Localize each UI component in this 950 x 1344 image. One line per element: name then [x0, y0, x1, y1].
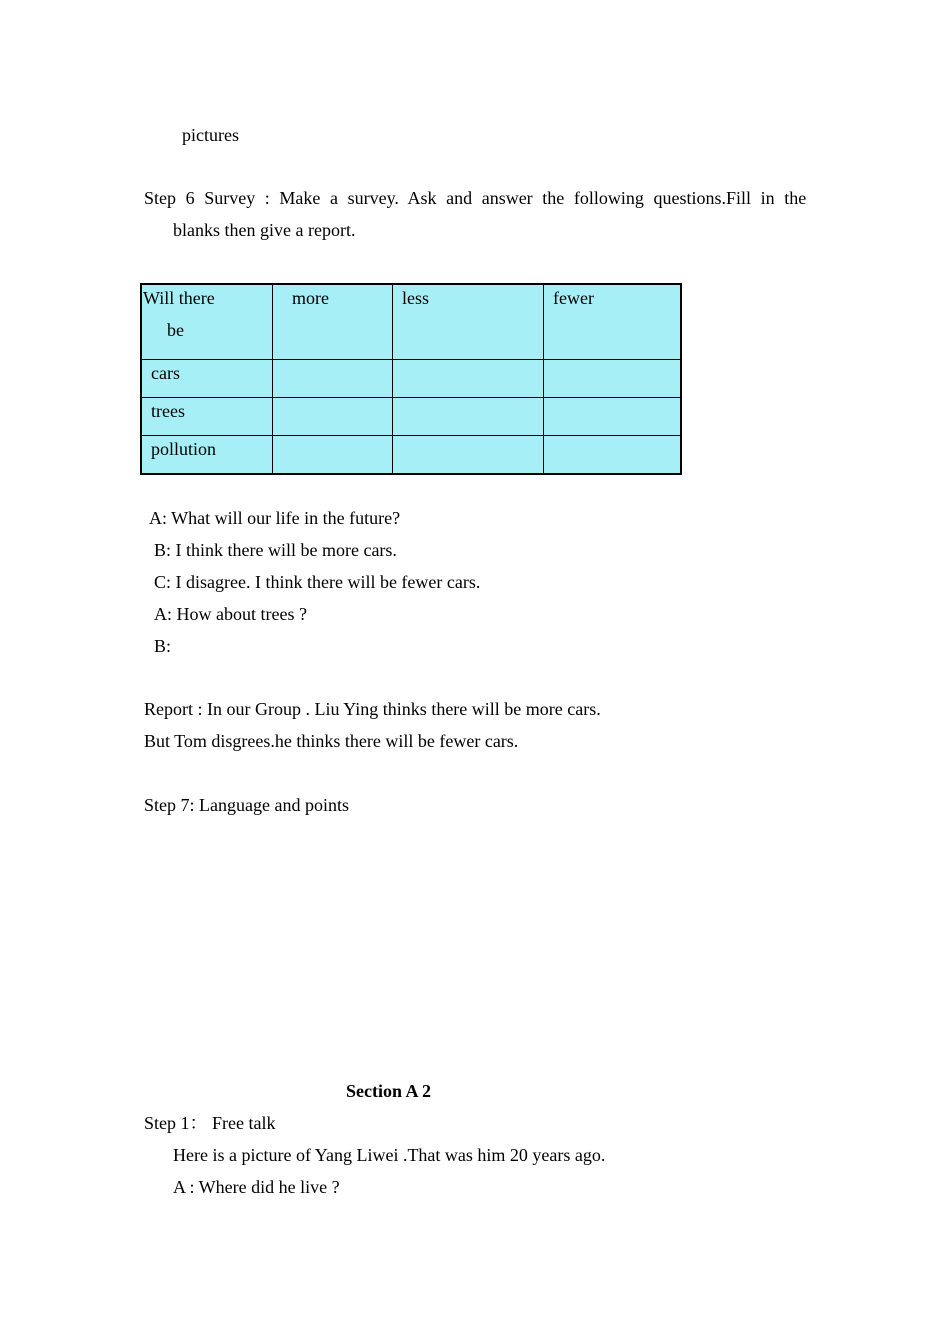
- row-label-trees: trees: [151, 401, 185, 421]
- row-label-cell: [141, 436, 273, 475]
- table-cell[interactable]: [273, 398, 393, 436]
- row-label-cell: [141, 360, 273, 398]
- header-cell-more: [273, 284, 393, 360]
- header-less: less: [402, 288, 429, 308]
- word: :: [264, 188, 270, 208]
- word: Step: [144, 188, 177, 208]
- word: survey.: [347, 188, 399, 208]
- word: a: [329, 188, 338, 208]
- step6-line2: blanks then give a report.: [173, 220, 356, 240]
- dialog-a2: A: How about trees ?: [154, 604, 307, 624]
- table-row: [141, 398, 681, 436]
- word: and: [446, 188, 473, 208]
- step6-line1: [144, 187, 806, 209]
- header-cell-less: [393, 284, 544, 360]
- row-label-cell: [141, 398, 273, 436]
- dialog-b2: B:: [154, 636, 172, 656]
- report-line1: Report : In our Group . Liu Ying thinks there will be more cars.: [144, 699, 601, 719]
- word: Make: [279, 188, 321, 208]
- header-more: more: [292, 288, 329, 308]
- table-cell[interactable]: [273, 360, 393, 398]
- report-line2: But Tom disgrees.he thinks there will be fewer cars.: [144, 731, 519, 751]
- step7-heading: Step 7: Language and points: [144, 795, 349, 815]
- word: Survey: [204, 188, 256, 208]
- table-cell[interactable]: [393, 436, 544, 475]
- table-cell[interactable]: [273, 436, 393, 475]
- word: 6: [185, 188, 195, 208]
- table-row: [141, 436, 681, 475]
- table-row: [141, 360, 681, 398]
- step1-heading: Step 1： Free talk: [144, 1113, 276, 1133]
- word: Ask: [407, 188, 437, 208]
- row-label-pollution: pollution: [151, 439, 217, 459]
- table-cell[interactable]: [544, 360, 682, 398]
- header-label-line1: Will there: [143, 288, 215, 308]
- pictures-text: pictures: [182, 125, 239, 145]
- word: the: [542, 188, 565, 208]
- word: following: [573, 188, 644, 208]
- header-label-line2: be: [167, 320, 184, 340]
- dialog-c1: C: I disagree. I think there will be fewer cars.: [154, 572, 481, 592]
- word: answer: [481, 188, 533, 208]
- section-title: Section A 2: [346, 1081, 432, 1101]
- table-header-row: [141, 284, 681, 360]
- header-cell-fewer: [544, 284, 682, 360]
- row-label-cars: cars: [151, 363, 180, 383]
- word: the: [784, 188, 807, 208]
- dialog-a1: A: What will our life in the future?: [149, 508, 401, 528]
- where-did-he-live-text: A : Where did he live ?: [173, 1177, 340, 1197]
- survey-table: [140, 283, 682, 475]
- header-cell-will-there-be: [141, 284, 273, 360]
- table-cell[interactable]: [393, 398, 544, 436]
- table-cell[interactable]: [393, 360, 544, 398]
- table-cell[interactable]: [544, 398, 682, 436]
- word: questions.Fill: [653, 188, 751, 208]
- word: in: [760, 188, 775, 208]
- table-cell[interactable]: [544, 436, 682, 475]
- dialog-b1: B: I think there will be more cars.: [154, 540, 397, 560]
- here-is-picture-text: Here is a picture of Yang Liwei .That was him 20 years ago.: [173, 1145, 606, 1165]
- header-fewer: fewer: [553, 288, 594, 308]
